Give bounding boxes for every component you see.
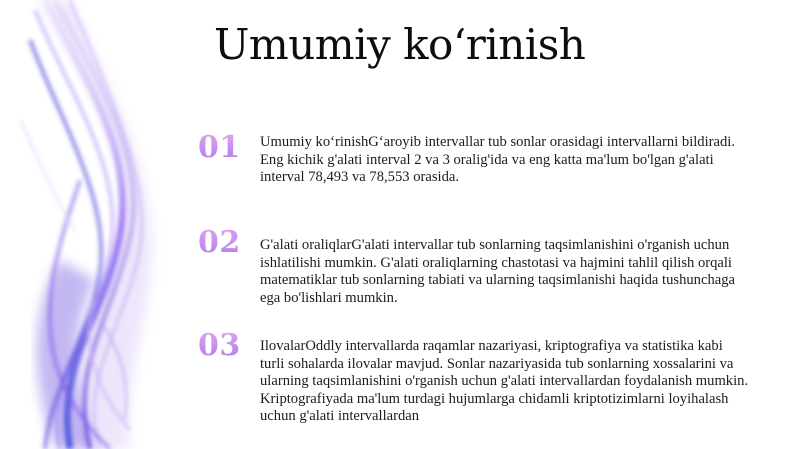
item-number: 03 (198, 328, 241, 363)
purple-smoke-ribbon-decoration (0, 0, 200, 449)
item-text: Umumiy ko‘rinishG‘aroyib intervallar tub sonlar orasidagi intervallarni bildiradi. Eng kichik g'alati interval 2 va 3 oralig'ida va eng katta ma'lum bo'lgan g'alati interval 78,493 va 78,553 orasida. (260, 134, 735, 186)
item-number: 01 (198, 130, 241, 165)
item-text: IlovalarOddly intervallarda raqamlar nazariyasi, kriptografiya va statistika kabi turli sohalarda ilovalar mavjud. Sonlar nazariyasida tub sonlarning xossalarini va ularning taqsimlanishini o'rganish uchun g'alati intervallardan foydalanish mumkin. Kriptografiyada ma'lum turdagi hujumlarga chidamli kriptotizimlarni loyihalash uchun g'alati intervallardan (260, 338, 749, 425)
item-text: G'alati oraliqlarG'alati intervallar tub sonlarning taqsimlanishini o'rganish uchun ishlatilishi mumkin. G'alati oraliqlarning chastotasi va hajmini tahlil qilish orqali matematiklar tub sonlarning tabiati va ularning taqsimlanishi haqida tushunchaga ega bo'lishlari mumkin. (260, 237, 735, 306)
item-number: 02 (198, 225, 241, 260)
slide-title: Umumiy ko‘rinish (214, 20, 586, 69)
